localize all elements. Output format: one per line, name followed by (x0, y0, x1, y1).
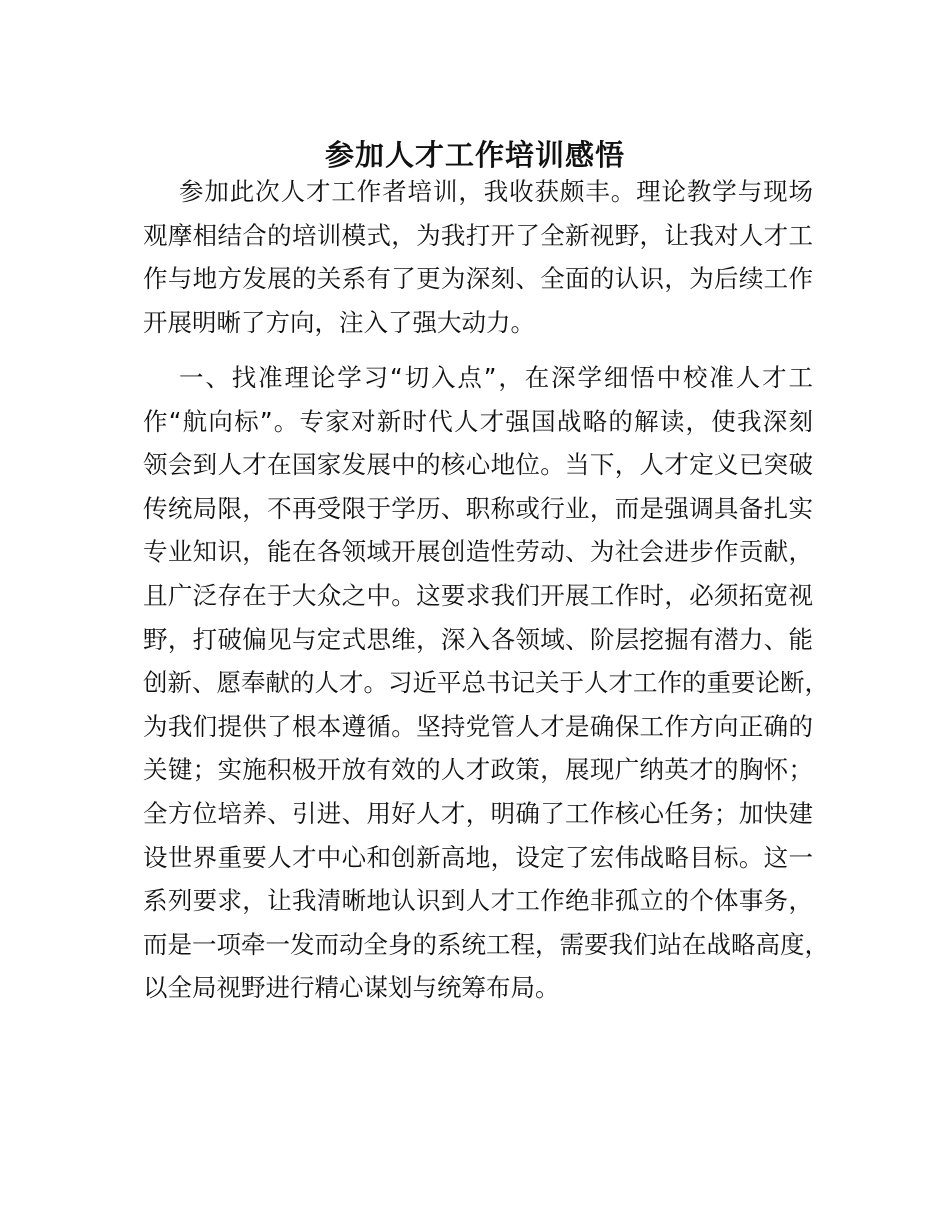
text-line: 而是一项牵一发而动全身的系统工程，需要我们站在战略高度， (143, 929, 829, 959)
text-line: 开展明晰了方向，注入了强大动力。 (143, 307, 535, 337)
text-line: 参加此次人才工作者培训，我收获颇丰。理论教学与现场 (179, 177, 813, 206)
text-line: 观摩相结合的培训模式，为我打开了全新视野，让我对人才工 (143, 220, 813, 250)
text-line: 领会到人才在国家发展中的核心地位。当下，人才定义已突破 (143, 450, 813, 480)
text-line: 野，打破偏见与定式思维，深入各领域、阶层挖掘有潜力、能 (143, 624, 813, 654)
text-line: 全方位培养、引进、用好人才，明确了工作核心任务；加快建 (143, 798, 813, 828)
text-line: 且广泛存在于大众之中。这要求我们开展工作时，必须拓宽视 (143, 580, 813, 610)
paragraph-intro (143, 170, 813, 344)
text-line: 创新、愿奉献的人才。习近平总书记关于人才工作的重要论断， (143, 668, 829, 698)
text-line: 为我们提供了根本遵循。坚持党管人才是确保工作方向正确的 (143, 711, 813, 741)
text-line: 以全局视野进行精心谋划与统筹布局。 (143, 973, 560, 1003)
text-line: 专业知识，能在各领域开展创造性劳动、为社会进步作贡献， (143, 537, 813, 567)
text-line: 一、找准理论学习“切入点”，在深学细悟中校准人才工 (179, 363, 813, 392)
document-title: 参加人才工作培训感悟 (324, 138, 625, 173)
text-line: 关键；实施积极开放有效的人才政策，展现广纳英才的胸怀； (143, 755, 813, 785)
text-line: 作“航向标”。专家对新时代人才强国战略的解读，使我深刻 (143, 406, 813, 436)
text-line: 作与地方发展的关系有了更为深刻、全面的认识，为后续工作 (143, 264, 813, 294)
paragraph-section-one (143, 356, 829, 1010)
text-line: 传统局限，不再受限于学历、职称或行业，而是强调具备扎实 (143, 493, 813, 523)
text-line: 系列要求，让我清晰地认识到人才工作绝非孤立的个体事务， (143, 886, 813, 916)
text-line: 设世界重要人才中心和创新高地，设定了宏伟战略目标。这一 (143, 842, 813, 872)
